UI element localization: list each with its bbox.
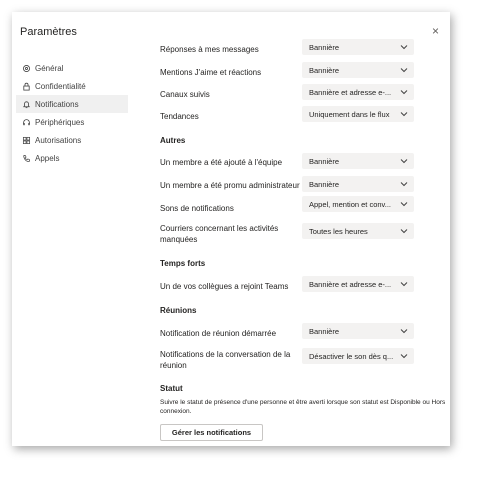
setting-dropdown[interactable] (302, 39, 414, 55)
setting-label: Un membre a été ajouté à l'équipe (160, 158, 283, 167)
sidebar-nav (16, 59, 128, 167)
sidebar-item-label: Confidentialité (35, 81, 86, 91)
notifications-panel (160, 15, 448, 445)
sidebar-item-permissions[interactable] (16, 131, 128, 149)
chevron-down-icon (400, 201, 408, 207)
dialog-title: Paramètres (20, 26, 77, 38)
sidebar-item-privacy[interactable] (16, 77, 128, 95)
sidebar-item-label: Notifications (35, 99, 79, 109)
section-heading-statut: Statut (160, 384, 183, 393)
setting-dropdown[interactable] (302, 153, 414, 169)
setting-label: Un membre a été promu administrateur (160, 181, 300, 190)
sidebar-item-general[interactable] (16, 59, 128, 77)
chevron-down-icon (400, 89, 408, 95)
statut-description: Suivre le statut de présence d'une personne et être averti lorsque son statut est Disponible ou Hors connexion. (160, 399, 446, 415)
setting-label: Un de vos collègues a rejoint Teams (160, 282, 289, 291)
sidebar-item-label: Général (35, 63, 64, 73)
setting-dropdown[interactable] (302, 106, 414, 122)
setting-dropdown[interactable] (302, 84, 414, 100)
dropdown-value: Bannière (309, 157, 340, 166)
setting-label: Tendances (160, 112, 199, 121)
lock-icon (22, 82, 31, 91)
sidebar-item-label: Appels (35, 153, 60, 163)
section-heading-temps-forts: Temps forts (160, 259, 206, 268)
section-heading-autres: Autres (160, 136, 186, 145)
chevron-down-icon (400, 353, 408, 359)
manage-notifications-button[interactable]: Gérer les notifications (160, 424, 263, 441)
chevron-down-icon (400, 228, 408, 234)
dropdown-value: Bannière (309, 327, 340, 336)
dropdown-value: Appel, mention et conv... (309, 200, 391, 209)
close-button[interactable]: × (432, 24, 440, 38)
grid-icon (22, 136, 31, 145)
chevron-down-icon (400, 158, 408, 164)
setting-label: Notifications de la conversation de la réunion (160, 350, 291, 370)
dropdown-value: Désactiver le son dès q... (309, 352, 394, 361)
dropdown-value: Bannière (309, 66, 340, 75)
chevron-down-icon (400, 111, 408, 117)
setting-dropdown[interactable] (302, 176, 414, 192)
dropdown-value: Bannière (309, 43, 340, 52)
setting-label: Courriers concernant les activités manquées (160, 224, 279, 244)
setting-label: Canaux suivis (160, 90, 210, 99)
setting-dropdown[interactable] (302, 223, 414, 239)
chevron-down-icon (400, 328, 408, 334)
setting-dropdown[interactable] (302, 276, 414, 292)
setting-dropdown[interactable] (302, 323, 414, 339)
chevron-down-icon (400, 281, 408, 287)
settings-dialog (16, 15, 448, 445)
sidebar-item-label: Autorisations (35, 135, 82, 145)
chevron-down-icon (400, 181, 408, 187)
sidebar-item-label: Périphériques (35, 117, 85, 127)
setting-dropdown[interactable] (302, 348, 414, 364)
phone-icon (22, 154, 31, 163)
chevron-down-icon (400, 67, 408, 73)
dropdown-value: Bannière et adresse e-... (309, 280, 392, 289)
sidebar-item-notifications[interactable] (16, 95, 128, 113)
dropdown-value: Toutes les heures (309, 227, 368, 236)
bell-icon (22, 100, 31, 109)
setting-dropdown[interactable] (302, 196, 414, 212)
headset-icon (22, 118, 31, 127)
sidebar-item-devices[interactable] (16, 113, 128, 131)
gear-icon (22, 64, 31, 73)
chevron-down-icon (400, 44, 408, 50)
setting-dropdown[interactable] (302, 62, 414, 78)
dropdown-value: Uniquement dans le flux (309, 110, 390, 119)
section-heading-reunions: Réunions (160, 306, 197, 315)
setting-label: Réponses à mes messages (160, 45, 259, 54)
sidebar-item-calls[interactable] (16, 149, 128, 167)
setting-label: Sons de notifications (160, 204, 234, 213)
setting-label: Mentions J'aime et réactions (160, 68, 262, 77)
setting-label: Notification de réunion démarrée (160, 329, 277, 338)
dropdown-value: Bannière (309, 180, 340, 189)
dropdown-value: Bannière et adresse e-... (309, 88, 392, 97)
